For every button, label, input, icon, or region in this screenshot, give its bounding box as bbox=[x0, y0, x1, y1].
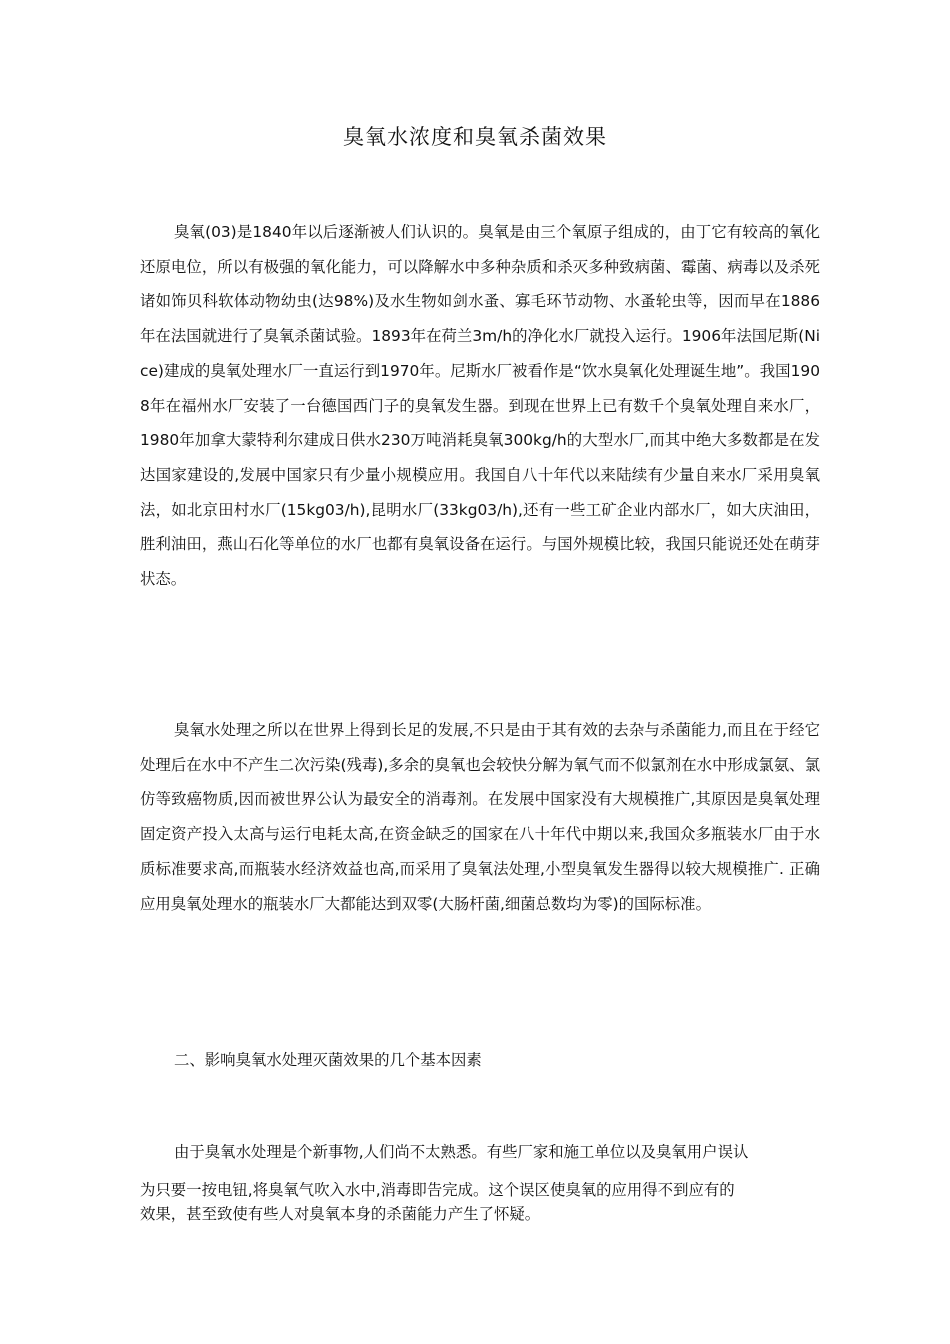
document-title: 臭氧水浓度和臭氧杀菌效果 bbox=[343, 125, 607, 149]
paragraph-misconceptions bbox=[140, 1135, 820, 1226]
paragraph-misconceptions-line-2: 为只要一按电钮,将臭氧气吹入水中,消毒即告完成。这个误区使臭氧的应用得不到应有的 bbox=[140, 1180, 735, 1199]
paragraph-misconceptions-line-3: 效果，甚至致使有些人对臭氧本身的杀菌能力产生了怀疑。 bbox=[140, 1204, 541, 1223]
section-heading: 二、影响臭氧水处理灭菌效果的几个基本因素 bbox=[174, 1051, 482, 1069]
paragraph-ozone-history: 臭氧(03)是1840年以后逐渐被人们认识的。臭氧是由三个氧原子组成的，由丁它有较高的氧化还原电位，所以有极强的氧化能力，可以降解水中多种杂质和杀灭多种致病菌、霉菌、病毒以及杀死诸如饰贝科软体动物幼虫(达98%)及水生物如剑水蚤、寡毛环节动物、水蚤轮虫等，因而早在1886年在法国就进行了臭氧杀菌试验。1893年在荷兰3m/h的净化水厂就投入运行。1906年法国尼斯(Nice)建成的臭氧处理水厂一直运行到1970年。尼斯水厂被看作是“饮水臭氧化处理诞生地”。我国1908年在福州水厂安装了一台德国西门子的臭氧发生器。到现在世界上已有数千个臭氧处理自来水厂，1980年加拿大蒙特利尔建成日供水230万吨消耗臭氧300kg/h的大型水厂,而其中绝大多数都是在发达国家建设的,发展中国家只有少量小规模应用。我国自八十年代以来陆续有少量自来水厂采用臭氧法，如北京田村水厂(15kg03/h),昆明水厂(33kg03/h),还有一些工矿企业内部水厂，如大庆油田，胜利油田，燕山石化等单位的水厂也都有臭氧设备在运行。与国外规模比较，我国只能说还处在萌芽状态。 bbox=[140, 223, 820, 589]
paragraph-misconceptions-line-1: 由于臭氧水处理是个新事物,人们尚不太熟悉。有些厂家和施工单位以及臭氧用户误认 bbox=[174, 1143, 749, 1161]
paragraph-ozone-advantages: 臭氧水处理之所以在世界上得到长足的发展,不只是由于其有效的去杂与杀菌能力,而且在于经它处理后在水中不产生二次污染(残毒),多余的臭氧也会较快分解为氧气而不似氯剂在水中形成氯氨、氯仿等致癌物质,因而被世界公认为最安全的消毒剂。在发展中国家没有大规模推广,其原因是臭氧处理固定资产投入太高与运行电耗太高,在资金缺乏的国家在八十年代中期以来,我国众多瓶装水厂由于水质标准要求高,而瓶装水经济效益也高,而采用了臭氧法处理,小型臭氧发生器得以较大规模推广. 正确应用臭氧处理水的瓶装水厂大都能达到双零(大肠杆菌,细菌总数均为零)的国际标准。 bbox=[140, 721, 820, 913]
